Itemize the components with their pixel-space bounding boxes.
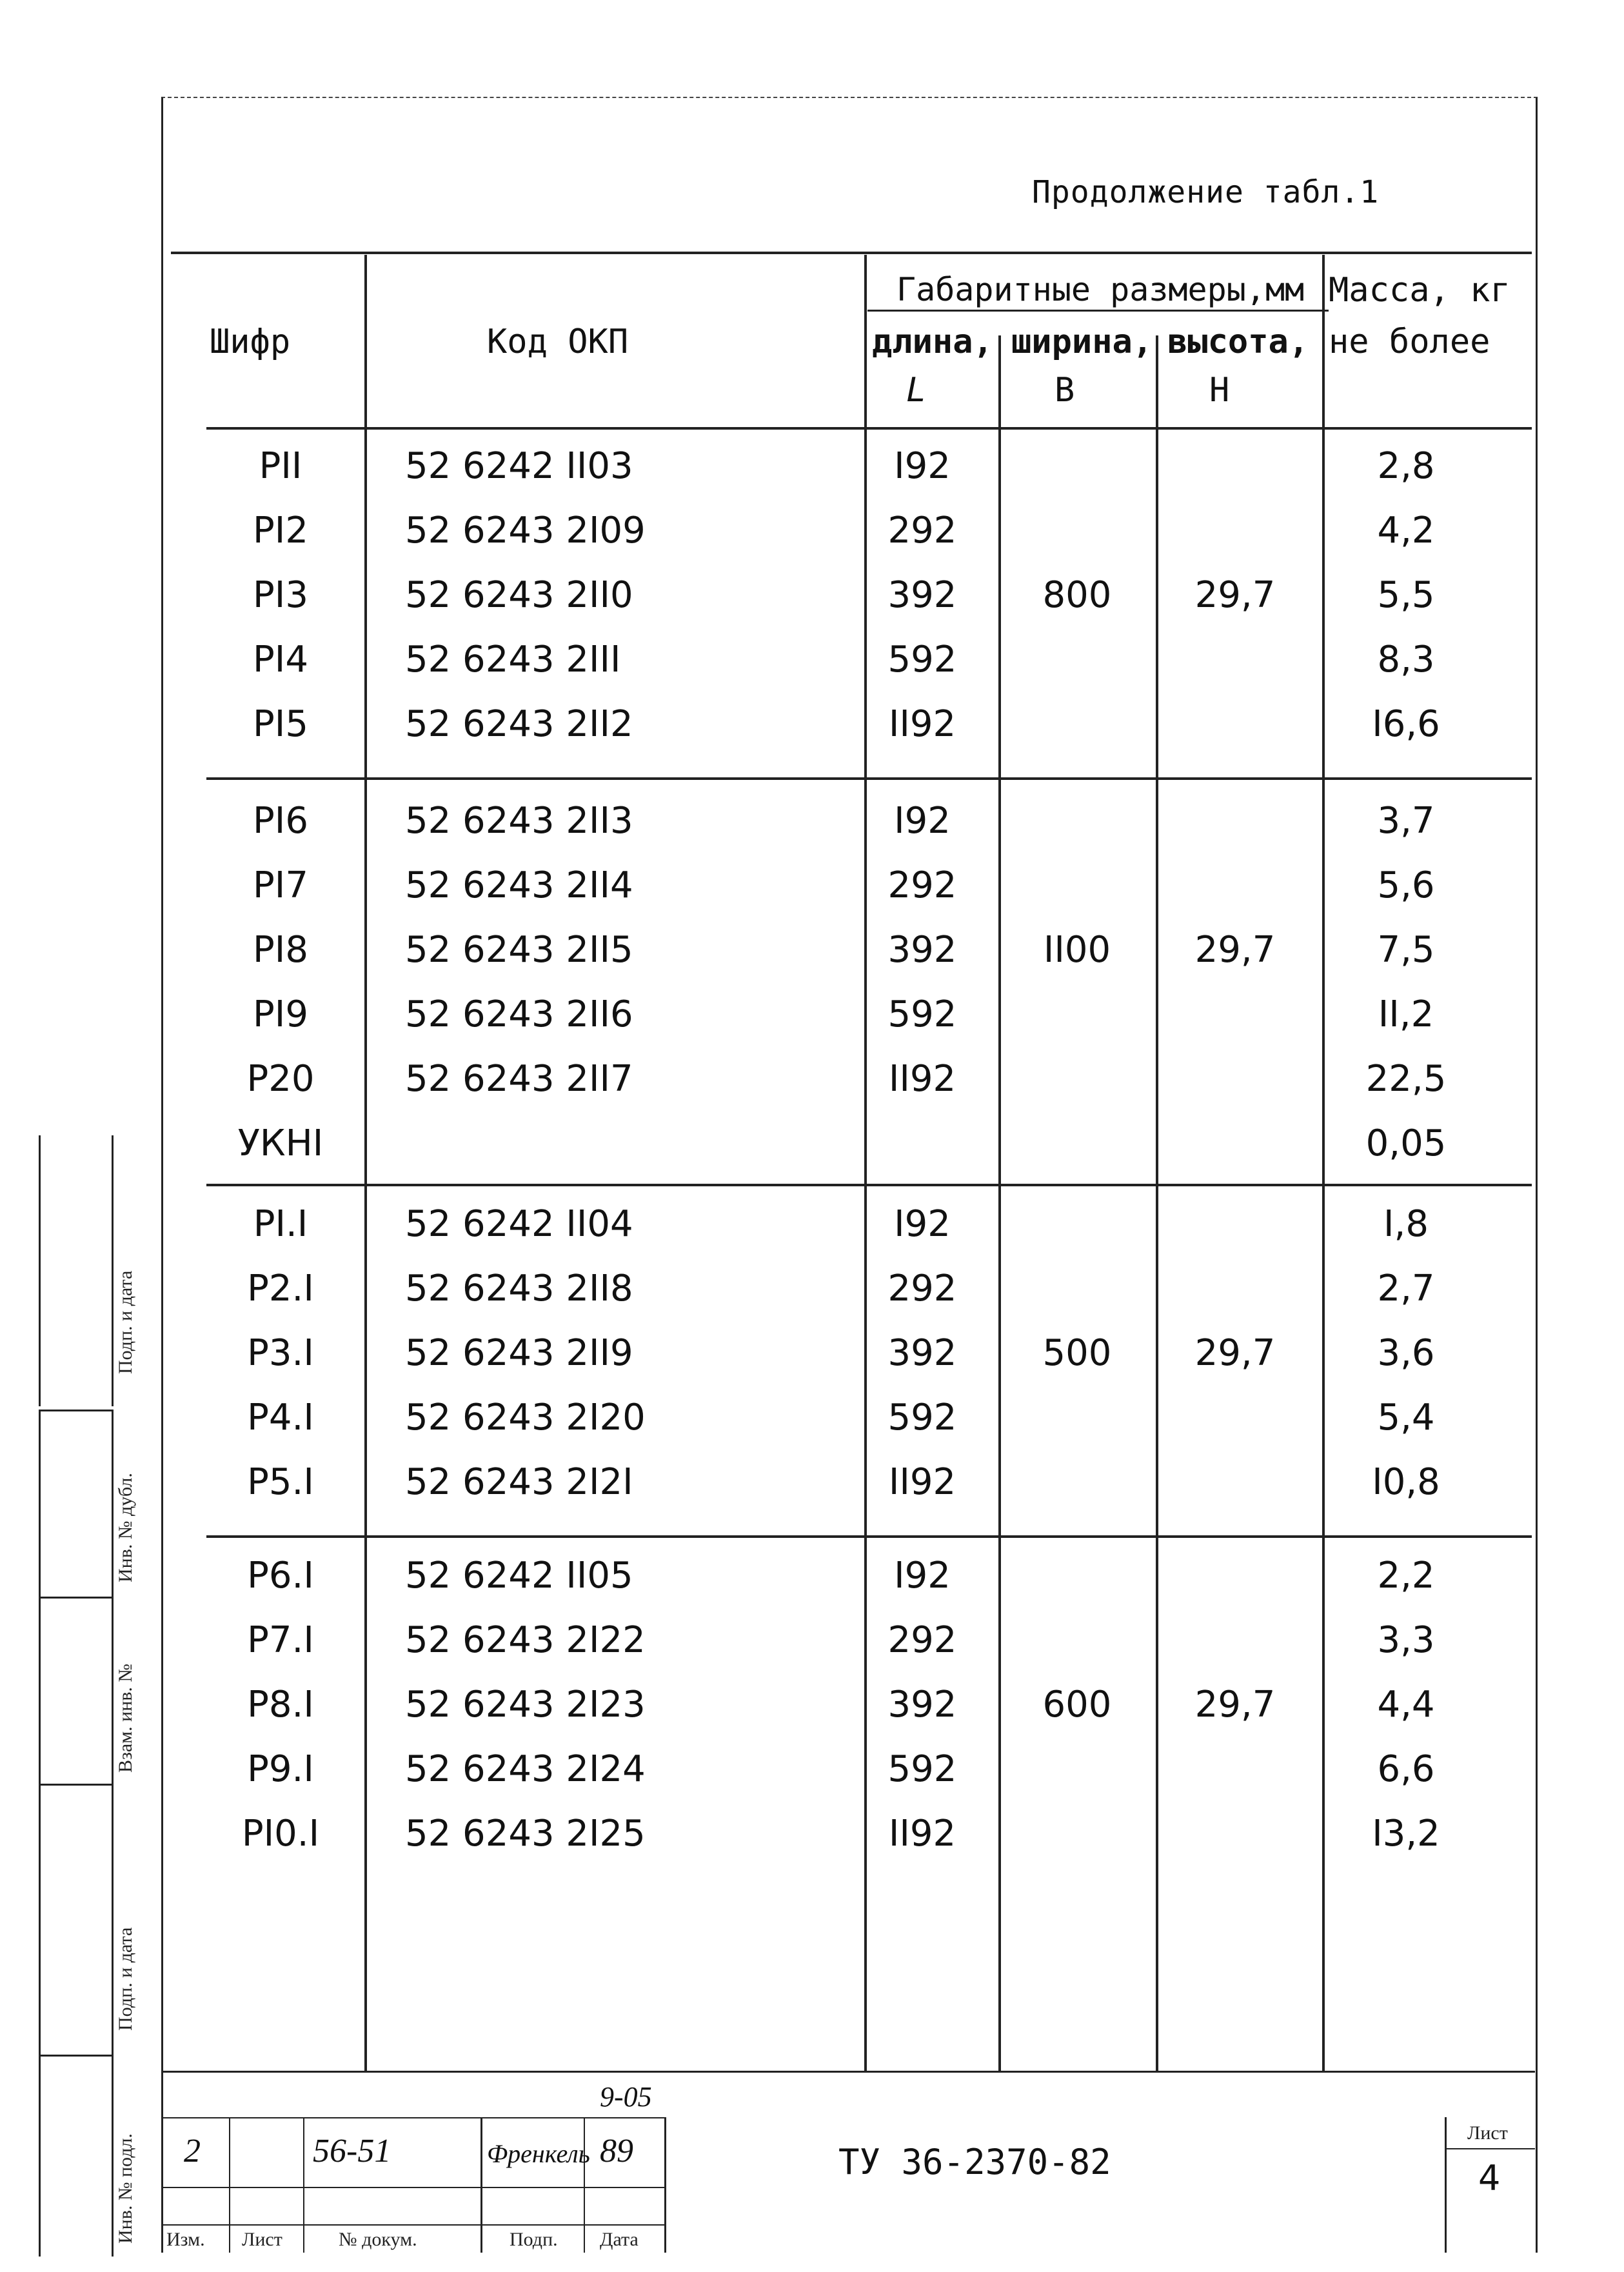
table-row-okp: 52 6243 2II2 — [405, 703, 633, 745]
sheet-box-rule — [1445, 2148, 1535, 2149]
table-row-mass: 5,4 — [1377, 1397, 1435, 1439]
table-row-length: I92 — [894, 1203, 951, 1245]
sheet-number: 4 — [1478, 2158, 1501, 2198]
side-stamp-2 — [39, 1410, 136, 1599]
table-row-code: P6.I — [247, 1555, 314, 1597]
table-row-okp: 52 6243 2I22 — [405, 1619, 646, 1661]
group-width: 800 — [1042, 574, 1112, 616]
group-height: 29,7 — [1194, 929, 1276, 971]
side-stamp-5 — [39, 2055, 136, 2257]
table-row-length: 592 — [887, 1397, 957, 1439]
title-block-col — [480, 2117, 482, 2253]
table-row-okp: 52 6243 2I20 — [405, 1397, 646, 1439]
side-label: Подп. и дата — [115, 1927, 136, 2031]
table-row-length: I92 — [894, 445, 951, 487]
col-rule-length — [998, 335, 1001, 2071]
table-row-length: 292 — [887, 1619, 957, 1661]
sheet-box-left — [1445, 2117, 1447, 2253]
side-label: Инв. № дубл. — [115, 1473, 136, 1582]
table-row-mass: 22,5 — [1365, 1058, 1447, 1100]
side-label: Взам. инв. № — [115, 1663, 136, 1773]
table-row-okp: 52 6243 2II6 — [405, 993, 633, 1035]
table-row-length: 392 — [887, 1684, 957, 1726]
title-block-col — [584, 2117, 585, 2253]
table-row-mass: 6,6 — [1377, 1748, 1435, 1790]
header-height-sym: H — [1209, 371, 1230, 410]
table-row-mass: 2,7 — [1377, 1268, 1435, 1310]
table-row-code: P4.I — [247, 1397, 314, 1439]
table-row-okp: 52 6242 II03 — [405, 445, 633, 487]
table-row-length: I92 — [894, 800, 951, 842]
table-row-okp: 52 6243 2I23 — [405, 1684, 646, 1726]
table-row-code: PI7 — [253, 864, 308, 906]
table-row-code: P8.I — [247, 1684, 314, 1726]
label-sign: Подп. — [510, 2229, 558, 2250]
title-block-top-rule — [161, 2071, 1535, 2073]
title-block-rule — [161, 2117, 664, 2118]
header-width: ширина, — [1011, 323, 1153, 361]
table-row-okp: 52 6243 2II5 — [405, 929, 633, 971]
group-width: II00 — [1043, 929, 1111, 971]
table-row-okp: 52 6242 II05 — [405, 1555, 633, 1597]
side-stamp-1 — [39, 1135, 136, 1406]
table-row-length: 592 — [887, 1748, 957, 1790]
side-stamp-4 — [39, 1784, 136, 2057]
header-code: Шифр — [210, 323, 291, 361]
title-block-rule — [161, 2224, 664, 2226]
header-mass-2: не более — [1329, 323, 1490, 361]
table-row-code: P7.I — [247, 1619, 314, 1661]
side-stamp-3 — [39, 1597, 136, 1786]
table-row-code: PI0.I — [241, 1813, 320, 1855]
table-row-length: 392 — [887, 1332, 957, 1374]
revision-number: 2 — [184, 2133, 201, 2169]
title-block-col — [229, 2117, 230, 2253]
document-code: ТУ 36-2370-82 — [838, 2142, 1111, 2182]
table-row-mass: 5,6 — [1377, 864, 1435, 906]
table-row-okp: 52 6243 2I09 — [405, 510, 646, 552]
group-height: 29,7 — [1194, 574, 1276, 616]
table-row-okp: 52 6243 2II4 — [405, 864, 633, 906]
sheet-label: Лист — [1467, 2122, 1508, 2144]
header-length-sym: L — [906, 371, 927, 410]
col-rule-height — [1322, 255, 1325, 2071]
table-row-length: 392 — [887, 574, 957, 616]
table-row-code: PII — [259, 445, 302, 487]
table-row-length: II92 — [888, 1813, 956, 1855]
table-row-code: PI3 — [253, 574, 308, 616]
table-row-okp: 52 6243 2I25 — [405, 1813, 646, 1855]
table-row-length: 592 — [887, 639, 957, 681]
table-top-rule — [171, 252, 1532, 254]
table-row-mass: 8,3 — [1377, 639, 1435, 681]
group-height: 29,7 — [1194, 1684, 1276, 1726]
date-year: 89 — [600, 2133, 633, 2169]
table-row-okp: 52 6243 2II8 — [405, 1268, 633, 1310]
table-row-mass: I3,2 — [1372, 1813, 1440, 1855]
table-row-mass: 3,7 — [1377, 800, 1435, 842]
table-row-length: 392 — [887, 929, 957, 971]
table-row-length: II92 — [888, 1461, 956, 1503]
table-row-code: P9.I — [247, 1748, 314, 1790]
table-row-length: 292 — [887, 1268, 957, 1310]
table-row-mass: 2,8 — [1377, 445, 1435, 487]
header-mass-1: Масса, кг — [1329, 271, 1510, 310]
side-label: Подп. и дата — [115, 1270, 136, 1374]
table-row-code: PI5 — [253, 703, 308, 745]
group-divider-2 — [206, 1184, 1532, 1186]
group-width: 600 — [1042, 1684, 1112, 1726]
table-caption: Продолжение табл.1 — [1032, 174, 1380, 210]
header-bottom-rule — [206, 427, 1532, 430]
table-row-code: PI.I — [253, 1203, 308, 1245]
signature: Френкель — [487, 2139, 590, 2168]
table-row-okp: 52 6243 2II3 — [405, 800, 633, 842]
table-row-mass: II,2 — [1378, 993, 1434, 1035]
table-row-code: PI4 — [253, 639, 308, 681]
side-label: Инв. № подл. — [115, 2133, 136, 2244]
page-frame — [161, 97, 1538, 2253]
table-row-code: УКНI — [237, 1122, 324, 1164]
dims-group-rule — [867, 310, 1329, 312]
table-row-mass: I0,8 — [1372, 1461, 1440, 1503]
table-row-okp: 52 6243 2II7 — [405, 1058, 633, 1100]
group-divider-3 — [206, 1535, 1532, 1538]
table-row-mass: I6,6 — [1372, 703, 1440, 745]
group-divider-1 — [206, 777, 1532, 780]
label-doc: № докум. — [339, 2229, 417, 2250]
header-height: высота, — [1167, 323, 1309, 361]
table-row-mass: 3,3 — [1377, 1619, 1435, 1661]
table-row-length: I92 — [894, 1555, 951, 1597]
header-length: длина, — [872, 323, 993, 361]
table-row-okp: 52 6243 2II0 — [405, 574, 633, 616]
label-list: Лист — [242, 2229, 282, 2250]
table-row-length: II92 — [888, 703, 956, 745]
title-block-rule — [161, 2187, 664, 2188]
document-number: 56-51 — [313, 2133, 391, 2169]
header-width-sym: B — [1055, 371, 1075, 410]
table-row-code: PI6 — [253, 800, 308, 842]
table-row-okp: 52 6243 2I24 — [405, 1748, 646, 1790]
table-row-length: 292 — [887, 864, 957, 906]
table-row-mass: 2,2 — [1377, 1555, 1435, 1597]
table-row-code: PI8 — [253, 929, 308, 971]
group-width: 500 — [1042, 1332, 1112, 1374]
table-row-length: 592 — [887, 993, 957, 1035]
col-rule-code — [364, 255, 367, 2071]
title-block-col — [664, 2117, 666, 2253]
table-row-okp: 52 6243 2II9 — [405, 1332, 633, 1374]
table-row-mass: 0,05 — [1365, 1122, 1447, 1164]
title-block-col — [303, 2117, 304, 2253]
table-row-mass: 4,4 — [1377, 1684, 1435, 1726]
table-row-mass: 4,2 — [1377, 510, 1435, 552]
table-row-mass: 5,5 — [1377, 574, 1435, 616]
table-row-mass: 7,5 — [1377, 929, 1435, 971]
table-row-code: P3.I — [247, 1332, 314, 1374]
table-row-code: PI9 — [253, 993, 308, 1035]
table-row-length: 292 — [887, 510, 957, 552]
label-date: Дата — [600, 2229, 639, 2250]
date-top: 9-05 — [600, 2081, 652, 2113]
table-row-code: P5.I — [247, 1461, 314, 1503]
table-row-length: II92 — [888, 1058, 956, 1100]
header-dims-group: Габаритные размеры,мм — [896, 271, 1305, 308]
table-row-code: PI2 — [253, 510, 308, 552]
label-izm: Изм. — [166, 2229, 205, 2250]
table-row-okp: 52 6242 II04 — [405, 1203, 633, 1245]
header-okp: Код ОКП — [487, 323, 629, 361]
table-row-mass: I,8 — [1383, 1203, 1429, 1245]
group-height: 29,7 — [1194, 1332, 1276, 1374]
table-row-code: P20 — [246, 1058, 315, 1100]
table-row-mass: 3,6 — [1377, 1332, 1435, 1374]
table-row-okp: 52 6243 2III — [405, 639, 621, 681]
table-row-code: P2.I — [247, 1268, 314, 1310]
table-row-okp: 52 6243 2I2I — [405, 1461, 633, 1503]
